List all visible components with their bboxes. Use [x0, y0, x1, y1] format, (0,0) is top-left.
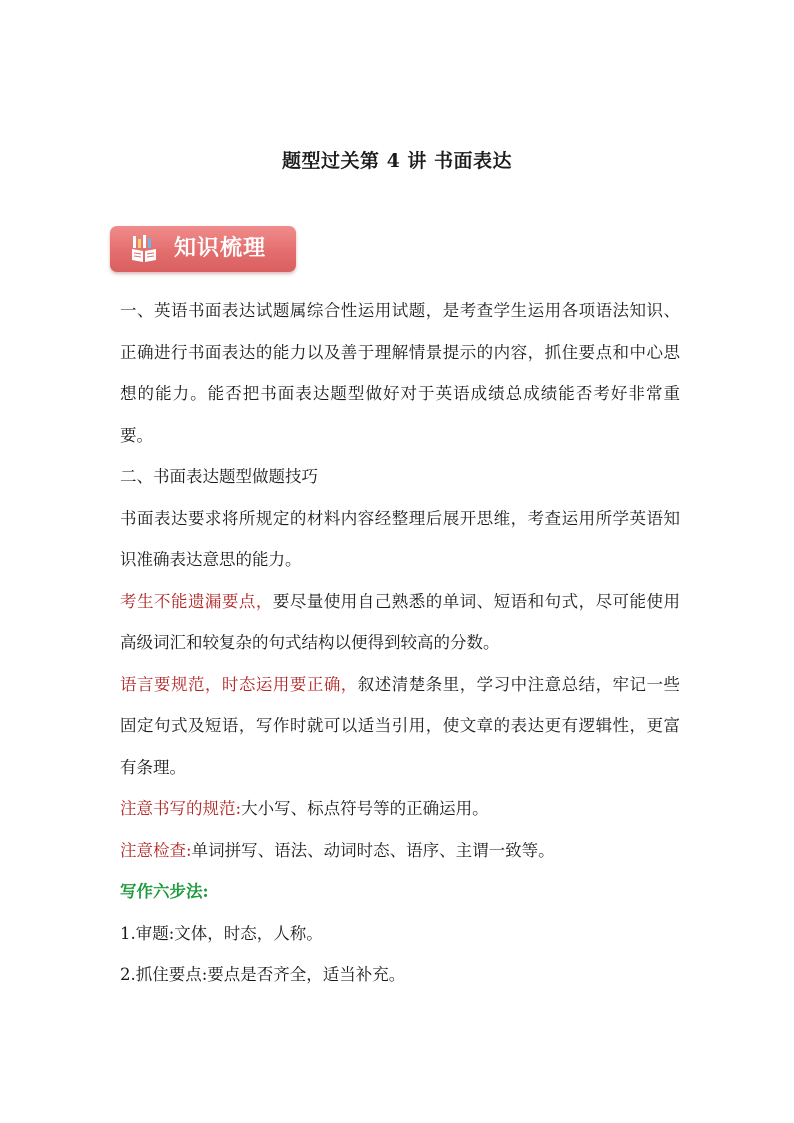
key-points-highlight: 考生不能遗漏要点， — [120, 591, 273, 611]
paragraph-key-points — [120, 581, 680, 664]
key-points-text: 要尽量使用自己熟悉的单词、短语和句式，尽可能使用高级词汇和较复杂的句式结构以便得到较高的分数。 — [120, 591, 680, 652]
handwriting-text: 大小写、标点符号等的正确运用。 — [241, 799, 489, 818]
content-body — [120, 290, 680, 996]
paragraph-requirements: 书面表达要求将所规定的材料内容经整理后展开思维，考查运用所学英语知识准确表达意思的能力。 — [120, 508, 680, 569]
check-text: 单词拼写、语法、动词时态、语序、主谓一致等。 — [191, 840, 555, 860]
language-text: 叙述清楚条里，学习中注意总结，牢记一些固定句式及短语，写作时就可以适当引用，使文章的表达更有逻辑性，更富有条理。 — [120, 674, 680, 777]
language-highlight: 语言要规范，时态运用要正确， — [120, 674, 358, 694]
banner-label: 知识梳理 — [174, 236, 267, 261]
section-banner — [110, 226, 296, 272]
paragraph-check — [120, 830, 680, 872]
paragraph-handwriting — [120, 788, 680, 830]
six-steps-heading: 写作六步法: — [120, 882, 209, 901]
step-1: 1.审题:文体，时态，人称。 — [120, 923, 323, 943]
paragraph-intro: 一、英语书面表达试题属综合性运用试题，是考查学生运用各项语法知识、正确进行书面表达的能力以及善于理解情景提示的内容，抓住要点和中心思想的能力。能否把书面表达题型做好对于英语成绩总成绩能否考好非常重要。 — [120, 301, 680, 445]
page-title: 题型过关第 4 讲 书面表达 — [281, 150, 513, 172]
paragraph-heading-tips: 二、书面表达题型做题技巧 — [120, 467, 318, 486]
paragraph-language — [120, 664, 680, 789]
book-icon — [130, 234, 158, 264]
handwriting-highlight: 注意书写的规范: — [120, 799, 242, 818]
step-2: 2.抓住要点:要点是否齐全，适当补充。 — [120, 965, 406, 984]
check-highlight: 注意检查: — [120, 840, 192, 860]
